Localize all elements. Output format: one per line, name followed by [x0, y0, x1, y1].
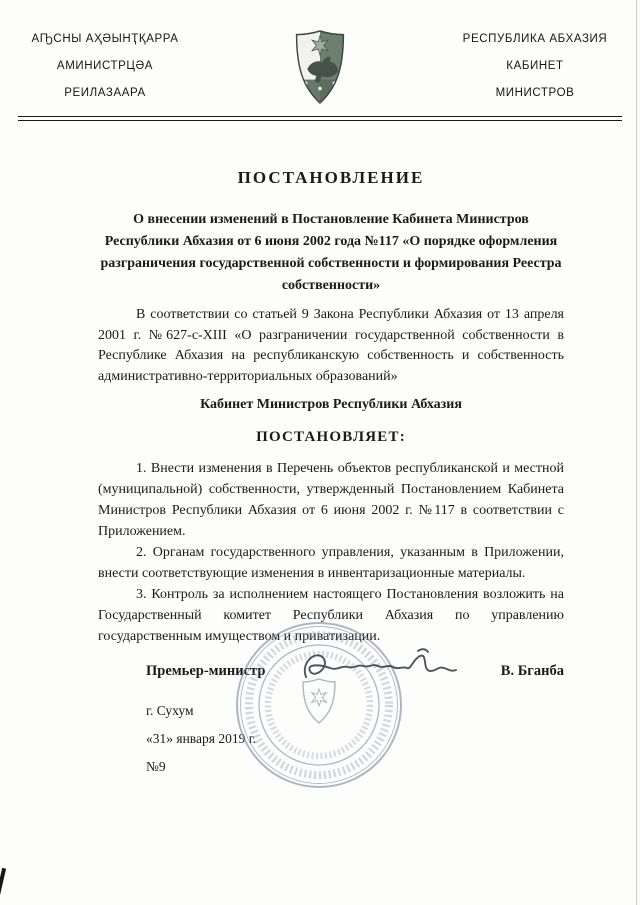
footer-block: [98, 697, 564, 781]
resolution-item-3: 3. Контроль за исполнением настоящего Постановления возложить на Государственный комитет Республики Абхазия по управлению государственным имуществом и приватизации.: [98, 587, 564, 644]
footer-date: «31» января 2019 г.: [146, 731, 257, 746]
signature-post: Премьер-министр: [146, 663, 266, 679]
letterhead: [16, 26, 624, 107]
letterhead-right-line2: КАБИНЕТ: [506, 60, 564, 72]
footer-city: г. Сухум: [146, 703, 194, 718]
signature-row: [98, 661, 564, 681]
resolution-item-2: 2. Органам государственного управления, указанным в Приложении, внести соответствующие изменения в инвентаризационные материалы.: [98, 545, 564, 581]
scan-artifact-right-edge: [636, 0, 638, 905]
footer-number: №9: [146, 759, 166, 774]
resolves-line: ПОСТАНОВЛЯЕТ:: [256, 429, 406, 445]
preamble-paragraph: В соответствии со статьей 9 Закона Республики Абхазия от 13 апреля 2001 г. №627-с-XIII «О разграничении государственной собственности в Республике Абхазия на республиканскую собственность и собственность административно-территориальных образований»: [98, 307, 564, 384]
signature-block: [98, 661, 564, 781]
resolution-item-1: 1. Внести изменения в Перечень объектов республиканской и местной (муниципальной) собственности, утвержденный Постановлением Кабинета Министров Республики Абхазия от 6 июня 2002 г. №117 в соответствии с Приложением.: [98, 461, 564, 539]
letterhead-left-line1: АҦСНЫ АҲӘЫНҬҚАРРА: [31, 33, 179, 45]
coat-of-arms-icon: [290, 26, 350, 106]
scan-artifact-bottom-left: [0, 868, 6, 896]
letterhead-left: [16, 26, 194, 107]
letterhead-right: [446, 26, 624, 107]
resolution-items: [98, 458, 564, 647]
issuer-line: Кабинет Министров Республики Абхазия: [200, 397, 462, 412]
document-body: [0, 121, 640, 781]
letterhead-left-line2: АМИНИСТРЦӘА: [56, 60, 154, 72]
signature-name: В. Бганба: [500, 663, 564, 679]
document-subject: О внесении изменений в Постановление Кабинета Министров Республики Абхазия от 6 июня 2002 года №117 «О порядке оформления разграничения государственной собственности и формирования Реестра собственности»: [100, 212, 562, 293]
letterhead-right-line1: РЕСПУБЛИКА АБХАЗИЯ: [462, 33, 608, 45]
letterhead-right-line3: МИНИСТРОВ: [495, 87, 575, 99]
letterhead-left-line3: РЕИЛАЗААРА: [64, 87, 146, 99]
document-title: ПОСТАНОВЛЕНИЕ: [237, 168, 425, 187]
